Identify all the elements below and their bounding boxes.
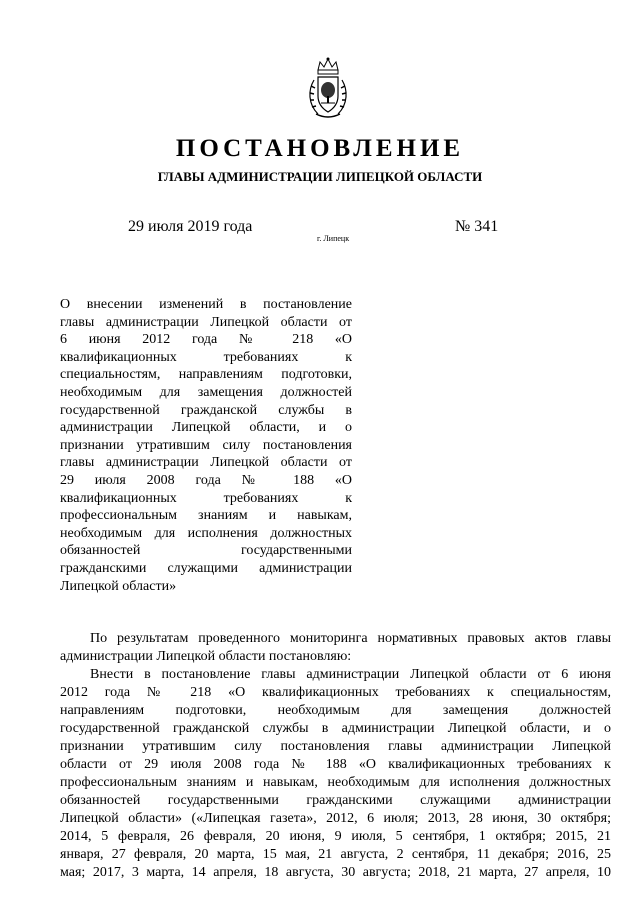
subject-line: Липецкой области» bbox=[60, 578, 177, 594]
body-line: области от 29 июля 2008 года № 188 «О квалификационных требованиях к bbox=[60, 757, 611, 772]
subject-line: необходимым для исполнения должностных bbox=[60, 525, 352, 541]
document-date: 29 июля 2019 года bbox=[128, 218, 253, 235]
body-line: профессиональным знаниям и навыкам, необходимым для исполнения должностных bbox=[60, 775, 611, 790]
body-line: мая; 2017, 3 марта, 14 апреля, 18 августа, 30 августа; 2018, 21 марта, 27 апреля, 10 bbox=[60, 865, 611, 880]
body-line: администрации Липецкой области постановляю: bbox=[60, 649, 352, 664]
body-line: Внести в постановление главы администрации Липецкой области от 6 июня bbox=[90, 667, 611, 682]
subject-line: квалификационных требованиях к bbox=[60, 490, 352, 506]
document-title: ПОСТАНОВЛЕНИЕ bbox=[175, 135, 465, 162]
subject-line: признании утратившим силу постановления bbox=[60, 437, 352, 453]
document-subtitle: ГЛАВЫ АДМИНИСТРАЦИИ ЛИПЕЦКОЙ ОБЛАСТИ bbox=[157, 169, 483, 184]
document-number: № 341 bbox=[455, 218, 499, 235]
subject-line: профессиональным знаниям и навыкам, bbox=[60, 508, 352, 524]
body-line: обязанностей государственными гражданскими служащими администрации bbox=[60, 793, 611, 808]
document-city: г. Липецк bbox=[317, 234, 350, 243]
body-line: государственной гражданской службы в администрации Липецкой области, и о bbox=[60, 721, 611, 736]
subject-line: государственной гражданской службы в bbox=[60, 402, 352, 418]
subject-line: 6 июня 2012 года № 218 «О bbox=[60, 332, 352, 348]
document-subject bbox=[60, 296, 352, 595]
subject-line: О внесении изменений в постановление bbox=[60, 297, 352, 312]
subject-line: 29 июля 2008 года № 188 «О bbox=[60, 472, 352, 488]
coat-of-arms-emblem bbox=[306, 56, 350, 122]
subject-line: главы администрации Липецкой области от bbox=[60, 455, 352, 471]
subject-line: гражданскими служащими администрации bbox=[60, 560, 352, 576]
body-line: признании утратившим силу постановления главы администрации Липецкой bbox=[60, 739, 611, 754]
body-line: По результатам проведенного мониторинга нормативных правовых актов главы bbox=[90, 631, 611, 646]
body-line: направлениям подготовки, необходимым для замещения должностей bbox=[60, 703, 611, 718]
subject-line: квалификационных требованиях к bbox=[60, 349, 352, 365]
subject-line: обязанностей государственными bbox=[60, 543, 352, 559]
document-body bbox=[60, 630, 611, 882]
body-line: 2014, 5 февраля, 26 февраля, 20 июня, 9 июля, 5 сентября, 1 октября; 2015, 21 bbox=[60, 829, 611, 844]
body-line: 2012 года № 218 «О квалификационных требованиях к специальностям, bbox=[60, 685, 611, 700]
subject-line: необходимым для замещения должностей bbox=[60, 384, 352, 400]
body-line: января, 27 февраля, 20 марта, 15 мая, 21 августа, 2 сентября, 11 декабря; 2016, 25 bbox=[60, 847, 611, 862]
subject-line: администрации Липецкой области, и о bbox=[60, 420, 352, 436]
body-line: Липецкой области» («Липецкая газета», 2012, 6 июля; 2013, 28 июня, 30 октября; bbox=[60, 811, 611, 826]
subject-line: специальностям, направлениям подготовки, bbox=[60, 367, 352, 383]
subject-line: главы администрации Липецкой области от bbox=[60, 314, 352, 330]
